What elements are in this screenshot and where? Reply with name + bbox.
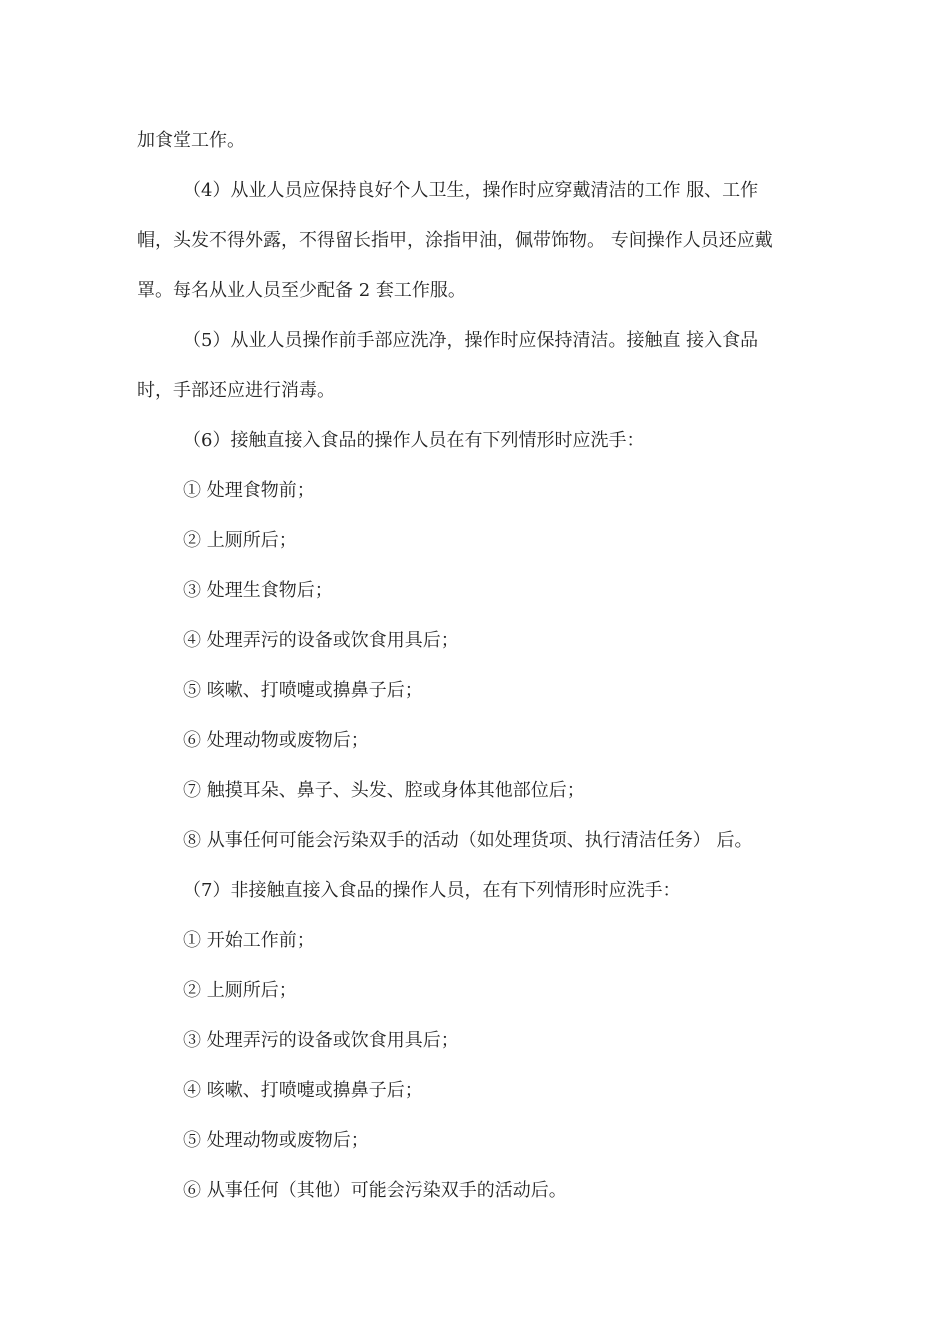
list-item: ⑥ 处理动物或废物后； bbox=[183, 730, 369, 751]
list-item: ③ 处理生食物后； bbox=[183, 580, 333, 601]
list-item: ① 开始工作前； bbox=[183, 930, 315, 951]
paragraph-4-line-1: （4）从业人员应保持良好个人卫生，操作时应穿戴清洁的工作 服、工作 bbox=[183, 180, 759, 201]
list-item: ③ 处理弄污的设备或饮食用具后； bbox=[183, 1030, 459, 1051]
list-item: ⑧ 从事任何可能会污染双手的活动（如处理货项、执行清洁任务） 后。 bbox=[183, 830, 753, 851]
list-item: ⑤ 处理动物或废物后； bbox=[183, 1130, 369, 1151]
paragraph-4-line-3: 罩。每名从业人员至少配备 2 套工作服。 bbox=[137, 280, 466, 301]
list-item: ④ 咳嗽、打喷嚏或擤鼻子后； bbox=[183, 1080, 423, 1101]
list-item: ② 上厕所后； bbox=[183, 530, 297, 551]
list-item: ① 处理食物前； bbox=[183, 480, 315, 501]
paragraph-4-line-2: 帽，头发不得外露，不得留长指甲，涂指甲油，佩带饰物。 专间操作人员还应戴 bbox=[137, 230, 773, 251]
paragraph-5-line-1: （5）从业人员操作前手部应洗净，操作时应保持清洁。接触直 接入食品 bbox=[183, 330, 759, 351]
list-item: ② 上厕所后； bbox=[183, 980, 297, 1001]
list-item: ⑦ 触摸耳朵、鼻子、头发、腔或身体其他部位后； bbox=[183, 780, 585, 801]
paragraph-7-heading: （7）非接触直接入食品的操作人员，在有下列情形时应洗手： bbox=[183, 880, 681, 901]
paragraph-5-line-2: 时，手部还应进行消毒。 bbox=[137, 380, 335, 401]
list-item: ⑤ 咳嗽、打喷嚏或擤鼻子后； bbox=[183, 680, 423, 701]
list-item: ④ 处理弄污的设备或饮食用具后； bbox=[183, 630, 459, 651]
list-item: ⑥ 从事任何（其他）可能会污染双手的活动后。 bbox=[183, 1180, 567, 1201]
paragraph-6-heading: （6）接触直接入食品的操作人员在有下列情形时应洗手： bbox=[183, 430, 645, 451]
paragraph-continuation: 加食堂工作。 bbox=[137, 130, 245, 151]
